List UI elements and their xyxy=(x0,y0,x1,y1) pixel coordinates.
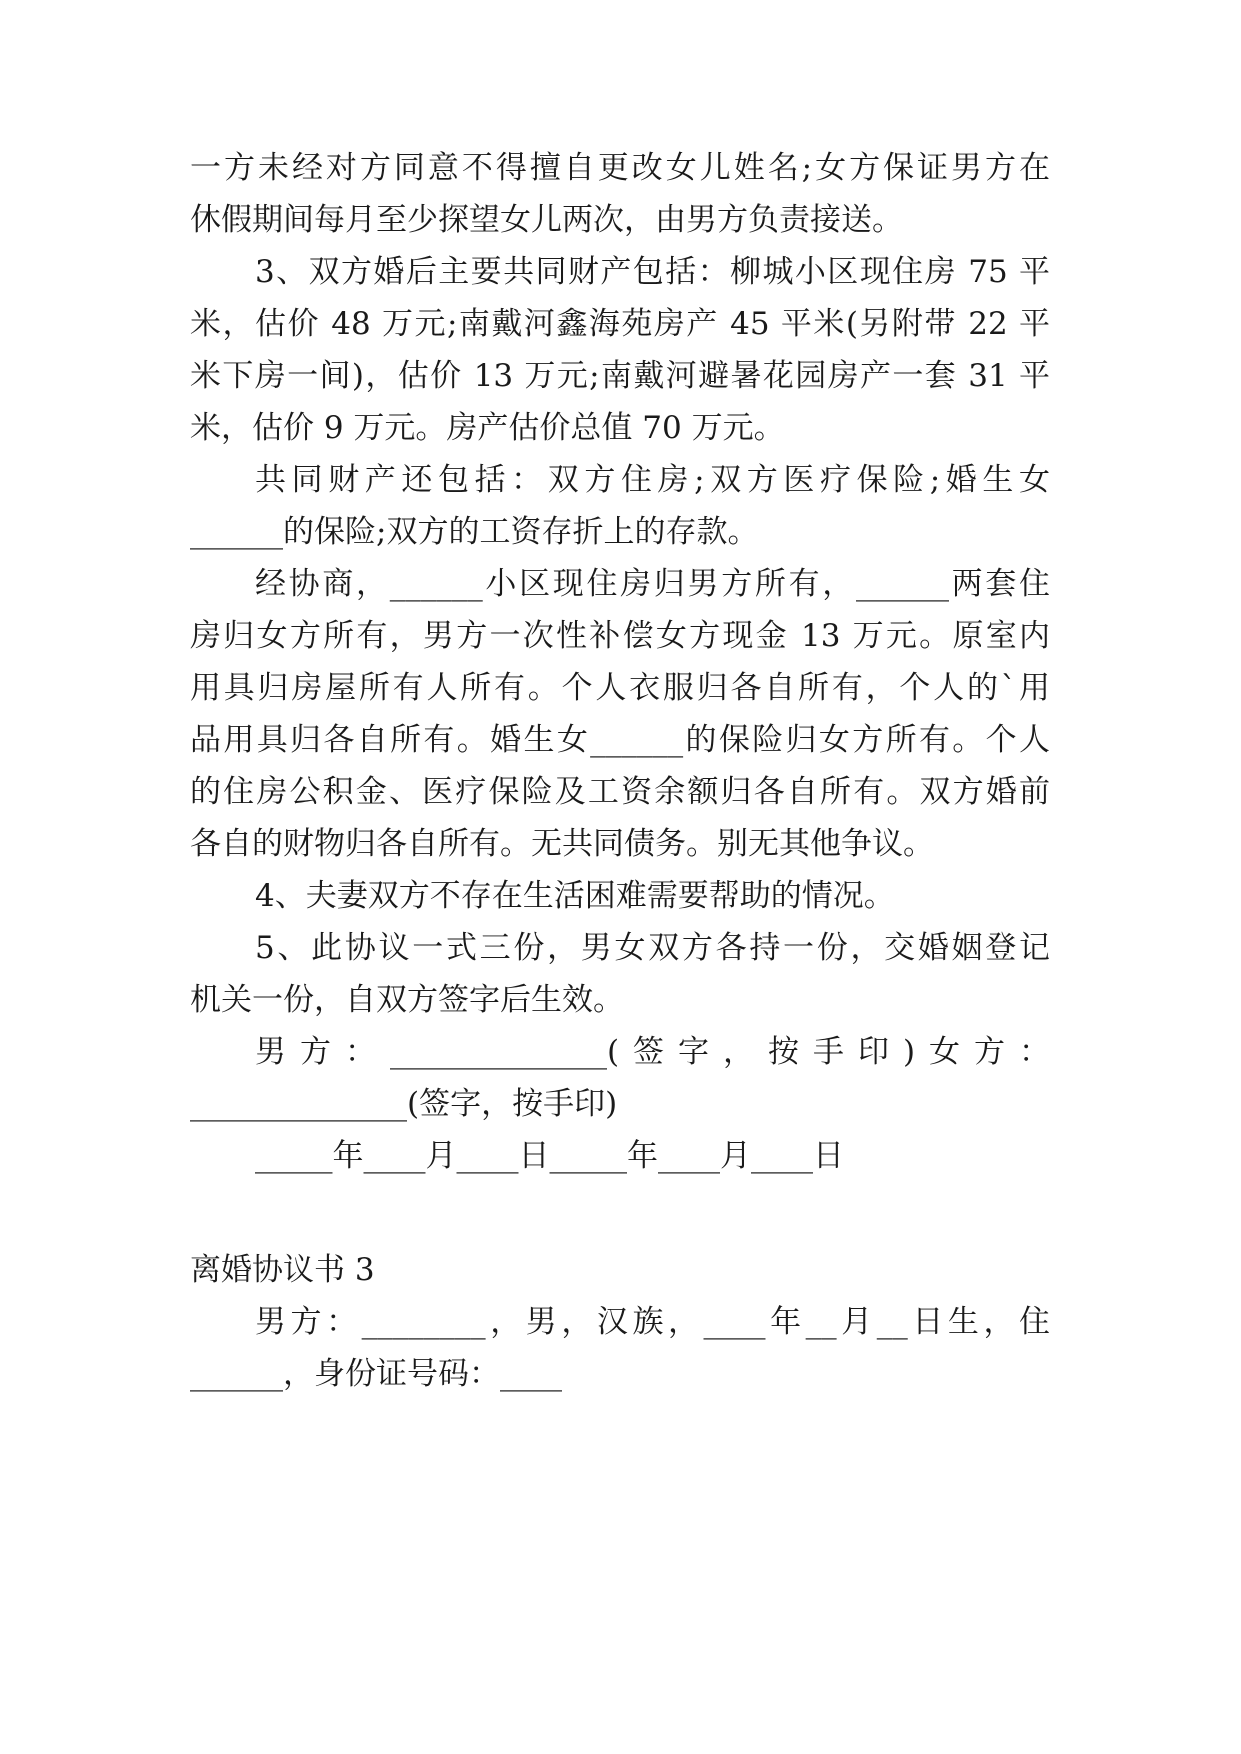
text-line: ______的保险;双方的工资存折上的存款。 xyxy=(190,514,759,550)
text-line: 经协商，______小区现住房归男方所有，______两套住 xyxy=(255,566,1050,602)
text-line: 的住房公积金、医疗保险及工资余额归各自所有。双方婚前 xyxy=(190,774,1050,810)
text-line: 房归女方所有，男方一次性补偿女方现金 13 万元。原室内 xyxy=(190,618,1050,654)
signature-line: ______________(签字，按手印) xyxy=(190,1086,618,1122)
section-title: 离婚协议书 3 xyxy=(190,1252,375,1288)
text-line: 品用具归各自所有。婚生女______的保险归女方所有。个人 xyxy=(190,722,1050,758)
text-line: 一方未经对方同意不得擅自更改女儿姓名;女方保证男方在 xyxy=(190,150,1050,186)
text-line: 3、双方婚后主要共同财产包括：柳城小区现住房 75 平 xyxy=(255,254,1050,290)
text-line: ______，身份证号码：____ xyxy=(190,1356,562,1392)
text-line: 共同财产还包括：双方住房;双方医疗保险;婚生女 xyxy=(255,462,1050,498)
date-line: _____年____月____日_____年____月____日 xyxy=(255,1138,844,1174)
text-line: 用具归房屋所有人所有。个人衣服归各自所有，个人的`用 xyxy=(190,670,1050,706)
text-line: 4、夫妻双方不存在生活困难需要帮助的情况。 xyxy=(255,878,895,914)
text-line: 米下房一间)，估价 13 万元;南戴河避暑花园房产一套 31 平 xyxy=(190,358,1050,394)
signature-line: 男方：______________(签字，按手印)女方： xyxy=(255,1034,1050,1070)
text-line: 休假期间每月至少探望女儿两次，由男方负责接送。 xyxy=(190,202,903,238)
text-line: 各自的财物归各自所有。无共同债务。别无其他争议。 xyxy=(190,826,934,862)
text-line: 米，估价 9 万元。房产估价总值 70 万元。 xyxy=(190,410,785,446)
text-line: 男方：________，男，汉族，____年__月__日生，住 xyxy=(255,1304,1050,1340)
text-line: 米，估价 48 万元;南戴河鑫海苑房产 45 平米(另附带 22 平 xyxy=(190,306,1050,342)
text-line: 5、此协议一式三份，男女双方各持一份，交婚姻登记 xyxy=(255,930,1050,966)
text-line: 机关一份，自双方签字后生效。 xyxy=(190,982,624,1018)
